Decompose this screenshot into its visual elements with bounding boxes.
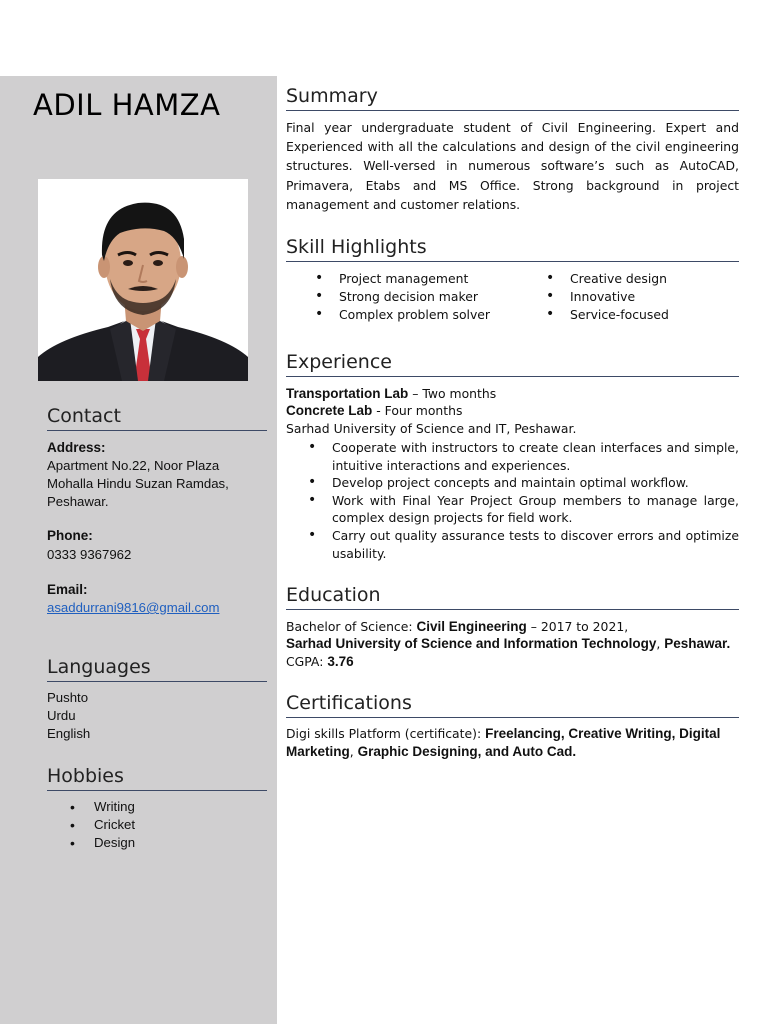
candidate-name: ADIL HAMZA [33,88,221,122]
skill-item: • Project management [315,270,490,288]
university-city: Peshawar. [664,636,731,651]
address-line-2: Mohalla Hindu Suzan Ramdas, [47,476,229,491]
hobby-item: • Design [70,834,135,852]
lab-2-name: Concrete Lab [286,403,373,418]
portrait-illustration [38,179,248,381]
languages-list [47,689,90,743]
degree-name: Civil Engineering [416,619,527,634]
summary-text: Final year undergraduate student of Civil Engineering. Expert and Experienced with all the calculations and design of the civil engineering structures. Well-versed in numerous software’s such as AutoCAD, Primavera, Etabs and MS Office. Strong background in project management and customer relations. [286,120,739,212]
hobbies-heading: Hobbies [47,764,267,791]
cert-part-1: Freelancing, Creative Writing, Digital Marketing [286,726,721,759]
experience-heading: Experience [286,350,739,377]
phone-label: Phone: [47,528,93,543]
skills-heading: Skill Highlights [286,235,739,262]
cert-prefix: Digi skills Platform (certificate): [286,726,486,741]
languages-heading: Languages [47,655,267,682]
lab-2-duration: - Four months [372,403,463,418]
degree-prefix: Bachelor of Science: [286,619,417,634]
contact-heading: Contact [47,404,267,431]
education-university [286,635,730,653]
cgpa-value: 3.76 [327,654,354,669]
experience-institution: Sarhad University of Science and IT, Peshawar. [286,421,577,436]
language-item: English [47,726,91,741]
language-item: Urdu [47,708,76,723]
education-heading: Education [286,583,739,610]
cert-part-2: Graphic Designing, and Auto Cad. [357,744,577,759]
hobbies-list [70,798,135,852]
hobby-item: • Writing [70,798,135,816]
certifications-heading: Certifications [286,691,739,718]
address-line-1: Apartment No.22, Noor Plaza [47,458,220,473]
cert-sep: , [349,744,358,759]
experience-bullet: • Cooperate with instructors to create clean interfaces and simple, intuitive interactions and experiences. [308,439,739,474]
email-link[interactable]: asaddurrani9816@gmail.com [47,600,220,615]
phone-number: 0333 9367962 [47,547,132,562]
skill-item: • Innovative [546,288,669,306]
experience-lab-1 [286,385,496,403]
skills-list-left [315,270,490,323]
lab-1-duration: – Two months [408,386,497,401]
education-degree [286,618,628,636]
experience-bullet: • Carry out quality assurance tests to discover errors and optimize usability. [308,527,739,562]
summary-heading: Summary [286,84,739,111]
skills-list-right [546,270,669,323]
education-cgpa [286,653,354,671]
address-line-3: Peshawar. [47,494,109,509]
email-label: Email: [47,582,88,597]
certifications-text [286,725,739,761]
degree-years: – 2017 to 2021, [526,619,629,634]
experience-bullet: • Develop project concepts and maintain optimal workflow. [308,474,739,492]
hobby-item: • Cricket [70,816,135,834]
skill-item: • Complex problem solver [315,306,490,324]
language-item: Pushto [47,690,89,705]
university-sep: , [656,636,665,651]
experience-lab-2 [286,402,462,420]
skill-item: • Strong decision maker [315,288,490,306]
skill-item: • Service-focused [546,306,669,324]
experience-bullet: • Work with Final Year Project Group members to manage large, complex design projects for field work. [308,492,739,527]
lab-1-name: Transportation Lab [286,386,409,401]
experience-bullets [308,439,739,562]
profile-photo [38,179,248,381]
cgpa-label: CGPA: [286,654,328,669]
address-text [47,457,229,511]
address-label: Address: [47,440,106,455]
skill-item: • Creative design [546,270,669,288]
university-name: Sarhad University of Science and Information Technology [286,636,657,651]
